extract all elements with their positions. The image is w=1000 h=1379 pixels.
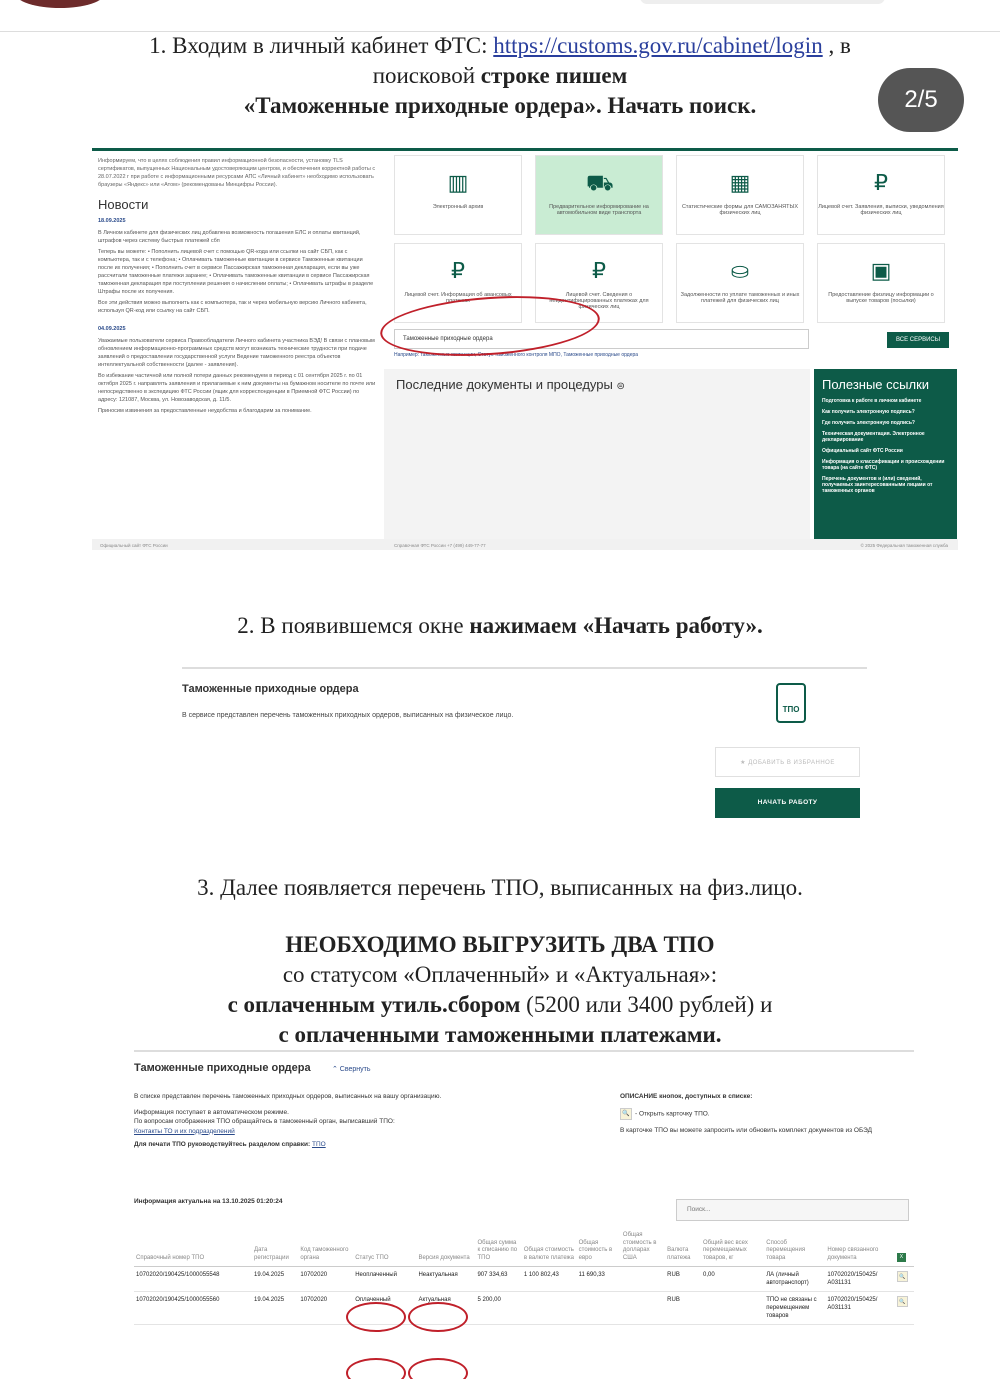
tile-pre-info[interactable] [535,155,663,235]
step3-heading: НЕОБХОДИМО ВЫГРУЗИТЬ ДВА ТПО [285,932,715,957]
useful-link[interactable]: Перечень документов и (или) сведений, получаемых заинтересованными лицами от таможенных органов [822,476,933,494]
cell-currency: RUB [665,1267,701,1292]
tile-label: Лицевой счет. Информация об авансовых платежах [404,292,512,304]
info-text: По вопросам отображения ТПО обращайтесь в таможенный орган, выписавший ТПО: [134,1118,395,1125]
cell-cost-usd [621,1267,665,1292]
news-list: Теперь вы можете: • Пополнить лицевой счет с помощью QR-кода или ссылки на сайт СБП, как с компьютера, так и с телефона; • Оплачивать таможенные квитанции в сервисе Таможенные квитанции после их получения; • Пополнить счет в сервисе Пассажирская таможенная декларация, если вы уже рассчитали таможенные платежи заранее; • Оплачивать таможенные квитанции в сервисе Пассажирская таможенная декларация при поступлении решения о начислении оплаты; • Оплачивать штрафы в разделе Штрафы после их получения. [98,249,374,295]
service-search-input[interactable]: Таможенные приходные ордера [394,329,809,349]
page-counter: 2/5 [878,68,964,132]
step2-bold: нажимаем «Начать работу». [469,613,763,638]
archive-icon: ▥ [447,170,469,195]
tile-label: Электронный архив [432,204,484,210]
actual-timestamp: Информация актуальна на 13.10.2025 01:20:24 [134,1198,283,1205]
column-header[interactable]: Общая стоимость в валюте платежа [522,1230,577,1267]
cell-cost-eur [577,1292,621,1325]
table-row [134,1267,914,1292]
step1-line2-bold: строке пишем [480,63,628,88]
step1-line2: поисковой [372,63,481,88]
contacts-link[interactable]: Контакты ТО и их подразделений [134,1127,235,1135]
cell-transport: ТПО не связаны с перемещением товаров [764,1292,825,1325]
step3-instructions [60,930,940,1050]
news-text: Все эти действия можно выполнить как с компьютера, так и через мобильную версию Личного кабинета, используя QR-код или ссылку на сайт СБП. [98,300,367,314]
step3-line1: 3. Далее появляется перечень ТПО, выписанных на физ.лицо. [197,875,803,900]
list-search-input[interactable]: Поиск... [676,1199,909,1221]
cabinet-login-link[interactable]: https://customs.gov.ru/cabinet/login [493,33,823,58]
column-header[interactable]: Номер связанного документа [825,1230,895,1267]
step3-line3: со статусом «Оплаченный» и «Актуальная»: [282,962,718,987]
collapse-link[interactable]: ⌃ Свернуть [332,1066,371,1073]
tile-label: Предоставление физлицу информации о выпуске товаров (посылки) [828,292,934,304]
all-services-button[interactable]: ВСЕ СЕРВИСЫ [887,332,949,348]
news-date: 04.09.2025 [98,326,126,332]
site-footer [92,539,958,550]
ruble-icon: ₽ [451,258,465,283]
useful-links-panel [814,369,957,541]
debt-bag-icon: ⛀ [730,258,750,283]
cell-cost-currency [522,1292,577,1325]
news-column [92,151,382,541]
cell-customs-code: 10702020 [298,1292,353,1325]
step1-suffix: , в [822,33,851,58]
search-hint: Например: таможенные квитанции, Статус таможенного контроля МПО, Таможенные приходные ордера [394,352,639,358]
useful-links-title: Полезные ссылки [822,377,930,392]
step1-prefix: 1. Входим в личный кабинет ФТС: [149,33,494,58]
tile-label: Задолженности по уплате таможенных и иных платежей для физических лиц [680,292,800,304]
tile-label: Лицевой счет. Сведения о неидентифицированных платежах для физических лиц [549,292,649,310]
step3-line4: (5200 или 3400 рублей) и [520,992,773,1017]
step1-line3: «Таможенные приходные ордера». Начать поиск. [243,93,757,118]
ruble-account-icon: ₽ [874,170,888,195]
footer-copyright: © 2025 Федеральная таможенная служба [860,543,948,548]
column-header[interactable]: Общий вес всех перемещаемых товаров, кг [701,1230,764,1267]
tile-parcels[interactable] [817,243,945,323]
tpo-document-icon: ТПО [776,683,806,723]
cell-status: Оплаченный [353,1292,416,1325]
column-header[interactable]: Валюта платежа [665,1230,701,1267]
tile-label: Лицевой счет. Заявления, выписки, уведомления физических лиц [818,204,944,216]
description-item: - Открыть карточку ТПО. [635,1110,710,1118]
cell-weight [701,1292,764,1325]
useful-link[interactable]: Подготовка к работе в личном кабинете [822,398,922,404]
news-text: Во избежание частичной или полной потери данных рекомендуем в период с 01 сентября 2025 г. по 01 октября 2025 г. направлять заявления и прилагаемые к ним документы на бумажном носителе по почте или непосредственно в экспедицию ФТС России (ящик для корреспонденции в Приемной ФТС России) по адресу: 121087, Москва, ул. Новозаводская, д. 11/5. [98,373,376,403]
column-header[interactable]: Справочный номер ТПО [134,1230,252,1267]
news-title: Новости [98,197,149,212]
fts-cabinet-screenshot [92,148,958,550]
cell-total: 5 200,00 [475,1292,521,1325]
recent-documents-title: Последние документы и процедуры [396,377,613,392]
cell-cost-usd [621,1292,665,1325]
column-header[interactable]: Дата регистрации [252,1230,298,1267]
footer-left[interactable]: Официальный сайт ФТС России [100,543,168,548]
tile-label: Статистические формы для САМОЗАНЯТЫХ физических лиц [681,204,799,216]
cell-tpo-number: 10702020/190425/1000055548 [134,1267,252,1292]
open-card-icon[interactable]: 🔍 [897,1296,908,1307]
truck-icon: ⛟ [586,170,614,195]
useful-link[interactable]: Как получить электронную подпись? [822,409,915,415]
tpo-list-screenshot [134,1050,914,1379]
step3-line4-bold: с оплаченным утиль.сбором [227,992,521,1017]
status-highlight-circle [346,1302,406,1332]
cell-tpo-number: 10702020/190425/1000055560 [134,1292,252,1325]
column-header[interactable]: Общая стоимость в долларах США [621,1230,665,1267]
cell-version: Неактуальная [416,1267,475,1292]
useful-link[interactable]: Официальный сайт ФТС России [822,448,903,454]
cell-date: 19.04.2025 [252,1292,298,1325]
useful-link[interactable]: Где получить электронную подпись? [822,420,915,426]
tpo-table [134,1230,914,1325]
column-header[interactable]: Код таможенного органа [298,1230,353,1267]
column-header[interactable]: Общая стоимость в евро [577,1230,621,1267]
description-title: ОПИСАНИЕ кнопок, доступных в списке: [620,1093,753,1100]
card-open-icon: 🔍 [620,1108,632,1120]
info-text: Для печати ТПО руководствуйтесь разделом справки: [134,1141,312,1148]
cell-related-doc: 10702020/150425/ A031131 [825,1267,895,1292]
cell-version: Актуальная [416,1292,475,1325]
highlight-circle [346,1358,406,1379]
cell-transport: ЛА (личный автотранспорт) [764,1267,825,1292]
table-header [134,1230,914,1267]
column-header[interactable]: Версия документа [416,1230,475,1267]
status-bar [0,0,1000,32]
cell-weight: 0,00 [701,1267,764,1292]
info-text: В списке представлен перечень таможенных приходных ордеров, выписанных на вашу организацию. [134,1093,442,1100]
step3-text [60,873,940,903]
tpo-service-screenshot [182,667,867,817]
news-date: 18.09.2025 [98,218,126,224]
excel-export-icon[interactable]: X [897,1253,906,1262]
column-header[interactable]: Способ перемещения товара [764,1230,825,1267]
cell-cost-currency: 1 100 802,43 [522,1267,577,1292]
cell-customs-code: 10702020 [298,1267,353,1292]
buttons-description [620,1092,880,1135]
news-text: Уважаемые пользователи сервиса Правообладатели Личного кабинета участника ВЭД! В связи с плановым обновлением информационно-программных средств могут возникать технические трудности при подаче заявлений о предоставлении государственной услуги Ведение таможенного реестра объектов интеллектуальной собственности (далее - заявления). [98,338,375,368]
list-title: Таможенные приходные ордера [134,1062,311,1074]
cell-cost-eur: 11 690,33 [577,1267,621,1292]
security-notice: Информируем, что в целях соблюдения правил информационной безопасности, установку TLS сертификатов, выпущенных Национальным удостоверяющим центром, и обеспечения корректной работы с 28.07.2022 г при работе с информационными ресурсами АПС «Личный кабинет» необходимо использовать браузеры «Яндекс» или «Атом» (рекомендованы Минцифры России). [98,158,376,188]
cell-status: Неоплаченный [353,1267,416,1292]
useful-link[interactable]: Информация о классификации и происхождении товара (на сайте ФТС) [822,459,945,471]
cell-date: 19.04.2025 [252,1267,298,1292]
footer-phone: Справочная ФТС России +7 (499) 449-77-77 [394,543,486,548]
start-work-button[interactable]: НАЧАТЬ РАБОТУ [715,788,860,818]
step3-line5: с оплаченными таможенными платежами. [278,1022,722,1047]
news-text: В Личном кабинете для физических лиц добавлена возможность погашения ЕЛС и оплаты квитанций, штрафов через систему быстрых платежей сбп [98,230,361,244]
version-highlight-circle [408,1302,468,1332]
top-handle [640,0,885,4]
news-text: Приносим извинения за предоставленные неудобства и благодарим за понимание. [98,408,312,414]
tile-label: Предварительное информирование на автомобильном виде транспорта [549,204,649,216]
tile-archive[interactable] [394,155,522,235]
recent-documents-panel [384,369,810,541]
open-card-icon[interactable]: 🔍 [897,1271,908,1282]
avatar [15,0,105,8]
cell-currency: RUB [665,1292,701,1325]
step2-normal: 2. В появившемся окне [237,613,470,638]
table-row [134,1292,914,1325]
highlight-circle [408,1358,468,1379]
column-header[interactable]: Общая сумма к списанию по ТПО [475,1230,521,1267]
add-favorite-button[interactable]: ★ ДОБАВИТЬ В ИЗБРАННОЕ [715,747,860,777]
stats-icon: ▦ [729,170,751,195]
cell-total: 907 334,63 [475,1267,521,1292]
tile-account-statements[interactable] [817,155,945,235]
info-text: Информация поступает в автоматическом режиме. [134,1108,289,1116]
tile-stats[interactable] [676,155,804,235]
service-description: В сервисе представлен перечень таможенных приходных ордеров, выписанных на физическое лицо. [182,712,514,719]
list-info [134,1092,554,1150]
column-header[interactable]: Статус ТПО [353,1230,416,1267]
help-tpo-link[interactable]: ТПО [311,1141,326,1148]
ruble-search-icon: ₽ [592,258,606,283]
step1-text [60,31,940,121]
tile-debts[interactable] [676,243,804,323]
service-title: Таможенные приходные ордера [182,683,359,695]
parcel-icon: ▣ [870,258,892,283]
step2-text [60,611,940,641]
useful-link[interactable]: Техническая документация. Электронное декларирование [822,431,925,443]
cell-related-doc: 10702020/150425/ A031131 [825,1292,895,1325]
description-text: В карточке ТПО вы можете запросить или обновить комплект документов из ОБЭД [620,1126,872,1134]
help-icon: ⊜ [616,381,625,392]
